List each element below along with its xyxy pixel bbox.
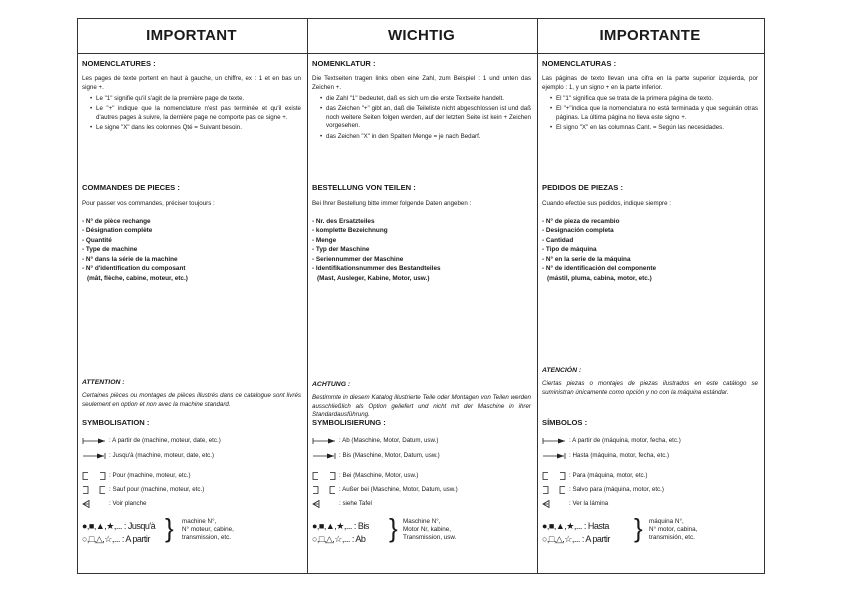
- until-arrow-icon: [82, 452, 106, 460]
- target-line: máquina N°,: [649, 518, 684, 525]
- symbol-see-row: [82, 500, 301, 508]
- symbols-heading: SYMBOLISATION :: [82, 418, 150, 427]
- orders-list: [82, 217, 301, 284]
- nomenclature-section: [542, 59, 758, 135]
- title-divider: [78, 53, 307, 54]
- column-french: [78, 19, 307, 573]
- column-title: IMPORTANTE: [599, 27, 701, 44]
- attention-text: Bestimmte in diesem Katalog illustrierte Teile oder Montagen von Teilen werden ausschließlich als Option geliefert und nicht mit der Maschine in ihrer Standardausführung.: [312, 394, 531, 418]
- symbol-from-row: [312, 437, 531, 445]
- list-item: - komplette Bezeichnung: [312, 227, 388, 235]
- column-spanish: [537, 19, 764, 573]
- column-german: [307, 19, 537, 573]
- title-divider: [308, 53, 537, 54]
- nomenclature-section: [312, 59, 531, 143]
- list-item: - Désignation complète: [82, 227, 153, 235]
- list-item: - N° de pièce rechange: [82, 217, 151, 225]
- list-item: • die Zahl "1" bedeutet, daß es sich um die erste Textseite handelt.: [326, 95, 531, 103]
- except-bracket-icon: [82, 486, 106, 494]
- attention-text: Ciertas piezas o montajes de piezas ilustrados en este catálogo se suministran únicamente como opción y no con la máquina estándar.: [542, 380, 758, 396]
- list-item: - N° dans la série de la machine: [82, 255, 178, 263]
- nomenclature-section: [82, 59, 301, 135]
- hollow-markers-label: ○,□,△,☆,... : A partir: [542, 533, 610, 544]
- list-item: - Tipo de máquina: [542, 246, 597, 254]
- brace-icon: }: [389, 513, 398, 543]
- symbols-heading: SÍMBOLOS :: [542, 418, 588, 427]
- marker-shapes: [82, 519, 172, 545]
- attention-heading: ACHTUNG :: [312, 381, 351, 388]
- hollow-markers-label: ○,□,△,☆,... : Ab: [312, 533, 366, 544]
- symbol-from-row: [542, 437, 758, 445]
- except-bracket-icon: [542, 486, 566, 494]
- see-plate-icon: [312, 500, 336, 508]
- nomenclature-bullets: [312, 95, 531, 141]
- title-divider: [538, 53, 764, 54]
- list-item: • El signo "X" en las columnas Cant. = Según las necesidades.: [556, 124, 758, 132]
- list-item: - N° en la serie de la máquina: [542, 255, 631, 263]
- nomenclature-intro: Les pages de texte portent en haut à gauche, un chiffre, ex : 1 et en bas un signe +.: [82, 75, 301, 91]
- list-item: - Nr. des Ersatzteiles: [312, 217, 375, 225]
- list-item: - Identifikationsnummer des Bestandteiles: [312, 265, 441, 273]
- nomenclature-heading: NOMENCLATURAS :: [542, 59, 617, 68]
- orders-intro: Cuando efectúe sus pedidos, indique siempre :: [542, 200, 671, 207]
- list-item: - Menge: [312, 236, 337, 244]
- symbol-for-label: : Para (máquina, motor, etc.): [569, 472, 648, 479]
- nomenclature-intro: Die Textseiten tragen links oben eine Zahl, zum Beispiel : 1 und unten das Zeichen +.: [312, 75, 531, 91]
- symbol-for-row: [82, 472, 301, 480]
- nomenclature-bullets: [542, 95, 758, 133]
- document-frame: [77, 18, 765, 574]
- attention-section: [542, 367, 758, 397]
- filled-markers-label: ●,■,▲,★,... : Hasta: [542, 520, 609, 531]
- list-item: (Mast, Ausleger, Kabine, Motor, usw.): [317, 275, 430, 283]
- list-item: • Le "+" indique que la nomenclature n'est pas terminée et qu'il existe d'autres pages à suivre, la dernière page ne comporte pas ce signe +.: [96, 105, 301, 122]
- nomenclature-intro: Las páginas de texto llevan una cifra en la parte superior izquierda, por ejemplo : 1, y un signo + en la parte inferior.: [542, 75, 758, 91]
- for-bracket-icon: [542, 472, 566, 480]
- list-item: - Designación completa: [542, 227, 614, 235]
- target-line: Motor Nr, kabine,: [403, 525, 451, 533]
- attention-section: [82, 379, 301, 409]
- orders-intro: Bei Ihrer Bestellung bitte immer folgende Daten angeben :: [312, 200, 472, 207]
- nomenclature-bullets: [82, 95, 301, 133]
- symbol-see-label: : Voir planche: [109, 500, 147, 507]
- list-item: - N° de pieza de recambio: [542, 217, 620, 225]
- target-line: machine N°,: [182, 518, 217, 525]
- list-item: - N° de identificación del componente: [542, 265, 657, 273]
- see-plate-icon: [82, 500, 106, 508]
- orders-heading: PEDIDOS DE PIEZAS :: [542, 183, 624, 192]
- symbol-from-label: : Ab (Maschine, Motor, Datum, usw.): [339, 437, 439, 444]
- list-item: (mástil, pluma, cabina, motor, etc.): [547, 275, 652, 283]
- list-item: • Le signe "X" dans les colonnes Qté = Suivant besoin.: [96, 124, 301, 132]
- hollow-markers-label: ○,□,△,☆,... : A partir: [82, 533, 150, 544]
- from-arrow-icon: [82, 437, 106, 445]
- for-bracket-icon: [312, 472, 336, 480]
- list-item: • El "+"indica que la nomenclatura no está terminada y que seguirán otras páginas. La última página no lleva este signo +.: [556, 105, 758, 122]
- target-line: Transmission, usw.: [403, 533, 457, 541]
- symbols-section: [312, 418, 531, 544]
- list-item: - Type de machine: [82, 246, 138, 254]
- symbol-until-row: [312, 452, 531, 460]
- see-plate-icon: [542, 500, 566, 508]
- symbol-see-row: [542, 500, 758, 508]
- target-line: transmission, etc.: [182, 533, 231, 541]
- target-line: transmisión, etc.: [649, 533, 695, 541]
- symbols-section: [82, 418, 301, 544]
- marker-target: [403, 518, 456, 541]
- symbol-until-label: : Bis (Maschine, Motor, Datum, usw.): [339, 452, 440, 459]
- until-arrow-icon: [312, 452, 336, 460]
- list-item: • das Zeichen "X" in den Spalten Menge = je nach Bedarf.: [326, 133, 531, 141]
- symbol-for-label: : Pour (machine, moteur, etc.): [109, 472, 191, 479]
- for-bracket-icon: [82, 472, 106, 480]
- list-item: (mât, flèche, cabine, moteur, etc.): [87, 275, 188, 283]
- symbol-from-row: [82, 437, 301, 445]
- attention-heading: ATTENTION :: [82, 379, 125, 386]
- until-arrow-icon: [542, 452, 566, 460]
- symbol-except-row: [542, 486, 758, 494]
- symbol-except-label: : Außer bei (Maschine, Motor, Datum, usw.): [339, 486, 458, 493]
- target-line: N° moteur, cabine,: [182, 525, 234, 533]
- symbols-heading: SYMBOLISIERUNG :: [312, 418, 386, 427]
- list-item: - N° d'identification du composant: [82, 265, 186, 273]
- list-item: • El "1" significa que se trata de la primera página de texto.: [556, 95, 758, 103]
- filled-markers-label: ●,■,▲,★,... : Jusqu'à: [82, 520, 156, 531]
- symbol-until-label: : Hasta (máquina, motor, fecha, etc.): [569, 452, 670, 459]
- except-bracket-icon: [312, 486, 336, 494]
- symbol-until-row: [82, 452, 301, 460]
- list-item: • das Zeichen "+" gibt an, daß die Teileliste nicht abgeschlossen ist und daß noch weitere Seiten folgen werden, auf der letzten Seite ist kein + Zeichen vorgesehen.: [326, 105, 531, 130]
- orders-heading: COMMANDES DE PIECES :: [82, 183, 180, 192]
- nomenclature-heading: NOMENCLATURES :: [82, 59, 156, 68]
- list-item: - Quantité: [82, 236, 112, 244]
- list-item: - Cantidad: [542, 236, 574, 244]
- symbol-for-row: [312, 472, 531, 480]
- symbol-except-row: [312, 486, 531, 494]
- orders-section: [82, 183, 301, 284]
- list-item: - Seriennummer der Maschine: [312, 255, 404, 263]
- orders-section: [542, 183, 758, 284]
- orders-list: [312, 217, 531, 284]
- symbol-until-row: [542, 452, 758, 460]
- list-item: - Typ der Maschine: [312, 246, 370, 254]
- attention-heading: ATENCIÓN :: [542, 367, 582, 374]
- orders-section: [312, 183, 531, 284]
- list-item: • Le "1" signifie qu'il s'agit de la première page de texte.: [96, 95, 301, 103]
- brace-icon: }: [634, 513, 643, 543]
- column-title: IMPORTANT: [146, 27, 237, 44]
- symbol-except-label: : Salvo para (máquina, motor, etc.): [569, 486, 664, 493]
- from-arrow-icon: [312, 437, 336, 445]
- symbol-see-row: [312, 500, 531, 508]
- nomenclature-heading: NOMENKLATUR :: [312, 59, 376, 68]
- symbol-for-row: [542, 472, 758, 480]
- from-arrow-icon: [542, 437, 566, 445]
- brace-icon: }: [165, 513, 174, 543]
- column-title: WICHTIG: [387, 27, 456, 44]
- symbol-until-label: : Jusqu'à (machine, moteur, date, etc.): [109, 452, 215, 459]
- marker-shapes: [542, 519, 632, 545]
- filled-markers-label: ●,■,▲,★,... : Bis: [312, 520, 369, 531]
- attention-text: Certaines pièces ou montages de pièces illustrés dans ce catalogue sont livrés seulement en option et non avec la machine standard.: [82, 392, 301, 408]
- symbol-see-label: : siehe Tafel: [339, 500, 372, 507]
- symbol-from-label: : A partir de (machine, moteur, date, etc.): [109, 437, 221, 444]
- target-line: Maschine N°,: [403, 518, 441, 525]
- symbols-section: [542, 418, 758, 544]
- target-line: N° motor, cabina,: [649, 525, 698, 533]
- orders-heading: BESTELLUNG VON TEILEN :: [312, 183, 416, 192]
- symbol-from-label: : A partir de (máquina, motor, fecha, etc.): [569, 437, 681, 444]
- marker-target: [649, 518, 697, 541]
- marker-target: [182, 518, 234, 541]
- orders-list: [542, 217, 758, 284]
- symbol-except-row: [82, 486, 301, 494]
- attention-section: [312, 381, 531, 420]
- symbol-except-label: : Sauf pour (machine, moteur, etc.): [109, 486, 205, 493]
- symbol-for-label: : Bei (Maschine, Motor, usw.): [339, 472, 419, 479]
- orders-intro: Pour passer vos commandes, préciser toujours :: [82, 200, 215, 207]
- symbol-see-label: : Ver la lámina: [569, 500, 609, 507]
